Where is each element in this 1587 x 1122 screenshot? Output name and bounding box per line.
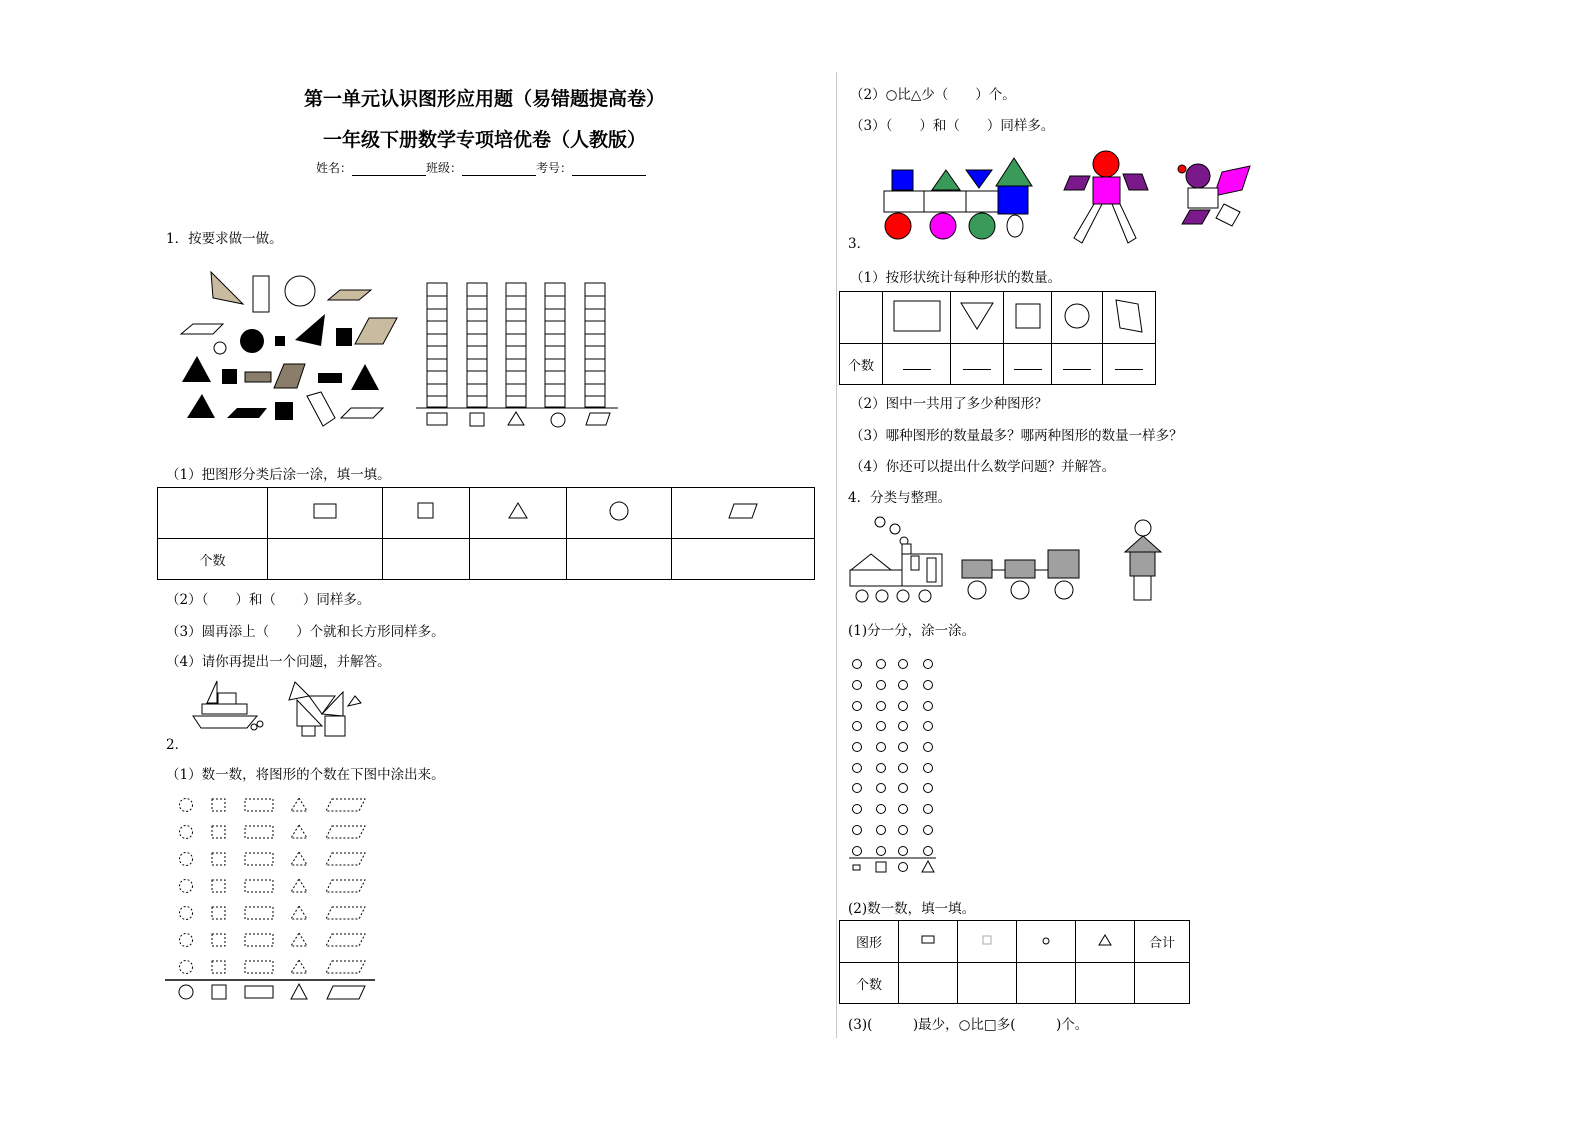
- column-divider: [836, 72, 837, 1038]
- q3-table-head-triangle: [951, 292, 1004, 344]
- q4-answer-cell[interactable]: [1135, 963, 1190, 1004]
- q3-answer-cell[interactable]: [883, 344, 951, 385]
- q3-table-head-circle: [1052, 292, 1103, 344]
- q4-table-row-label: 个数: [840, 963, 899, 1004]
- q4-table-head-square: [958, 921, 1017, 963]
- q1-part2: （2）（ ）和（ ）同样多。: [166, 592, 371, 608]
- q4-part3: (3)( )最少，○比□多( )个。: [848, 1017, 1089, 1033]
- question-4: 4．分类与整理。: [848, 490, 952, 506]
- q4-table-head-rectangle: [899, 921, 958, 963]
- page-title: 第一单元认识图形应用题（易错题提高卷）: [304, 88, 666, 110]
- q3-table: [839, 291, 1156, 385]
- q1-answer-cell[interactable]: [382, 539, 469, 580]
- q4-part1: (1)分一分，涂一涂。: [848, 623, 976, 639]
- q1-answer-cell[interactable]: [566, 539, 672, 580]
- q3-part2: （2）图中一共用了多少种图形？: [850, 396, 1048, 412]
- q4-coloring-grid: [846, 654, 946, 879]
- q1-answer-cell[interactable]: [672, 539, 815, 580]
- question-1: 1．按要求做一做。: [166, 231, 283, 247]
- q4-part2: (2)数一数，填一填。: [848, 901, 976, 917]
- q1-table-head-triangle: [470, 488, 567, 539]
- q1-answer-cell[interactable]: [470, 539, 567, 580]
- q1-answer-cell[interactable]: [268, 539, 383, 580]
- page-subtitle: 一年级下册数学专项培优卷（人教版）: [323, 129, 647, 151]
- q3-answer-cell[interactable]: [951, 344, 1004, 385]
- q1-part1: （1）把图形分类后涂一涂，填一填。: [166, 467, 391, 483]
- q4-table-head-triangle: [1076, 921, 1135, 963]
- q4-table-head-circle: [1017, 921, 1076, 963]
- q3-table-row-label: 个数: [840, 344, 883, 385]
- class-blank[interactable]: [462, 163, 536, 176]
- q1-part4: （4）请你再提出一个问题，并解答。: [166, 654, 391, 670]
- q1-table-row-label: 个数: [158, 539, 268, 580]
- q1-table-head-rectangle: [268, 488, 383, 539]
- q2-boat-dog-figure: [185, 678, 370, 740]
- q2-part1: （1）数一数，将图形的个数在下图中涂出来。: [166, 767, 445, 783]
- q1-table-corner: [158, 488, 268, 539]
- class-label: 班级：: [426, 161, 463, 175]
- q1-part3: （3）圆再添上（ ）个就和长方形同样多。: [166, 624, 445, 640]
- q3-answer-cell[interactable]: [1052, 344, 1103, 385]
- q2-dashed-count-chart: [165, 793, 380, 1003]
- exam-label: 考号：: [536, 161, 573, 175]
- q3-table-head-rectangle: [883, 292, 951, 344]
- q3-colored-figures: [880, 148, 1260, 248]
- q3-answer-cell[interactable]: [1004, 344, 1052, 385]
- student-info-line: [316, 159, 646, 176]
- name-label: 姓名：: [316, 161, 353, 175]
- q1-count-grid: [414, 280, 624, 430]
- q1-table-head-parallelogram: [672, 488, 815, 539]
- q1-shapes-figure: [175, 268, 405, 433]
- q3-table-head-quadrilateral: [1103, 292, 1156, 344]
- q3-answer-cell[interactable]: [1103, 344, 1156, 385]
- q1-table: [157, 487, 815, 580]
- q4-table-head-total: 合计: [1135, 921, 1190, 963]
- q4-answer-cell[interactable]: [1076, 963, 1135, 1004]
- q4-table: [839, 920, 1190, 1004]
- q2-part2: （2）○比△少（ ）个。: [850, 87, 1016, 103]
- q2-part3: （3）（ ）和（ ）同样多。: [850, 118, 1055, 134]
- q1-table-head-square: [382, 488, 469, 539]
- q3-table-corner: [840, 292, 883, 344]
- q1-table-head-circle: [566, 488, 672, 539]
- q3-part1: （1）按形状统计每种形状的数量。: [850, 270, 1062, 286]
- q4-answer-cell[interactable]: [958, 963, 1017, 1004]
- name-blank[interactable]: [352, 163, 426, 176]
- q3-part4: （4）你还可以提出什么数学问题？并解答。: [850, 459, 1116, 475]
- q3-part3: （3）哪种图形的数量最多？哪两种图形的数量一样多？: [850, 428, 1183, 444]
- q4-answer-cell[interactable]: [899, 963, 958, 1004]
- q4-table-head-label: 图形: [840, 921, 899, 963]
- q4-train-figure: [845, 512, 1165, 607]
- q3-table-head-square: [1004, 292, 1052, 344]
- question-3: 3．: [848, 236, 871, 252]
- exam-blank[interactable]: [572, 163, 646, 176]
- question-2: 2．: [166, 737, 189, 753]
- q4-answer-cell[interactable]: [1017, 963, 1076, 1004]
